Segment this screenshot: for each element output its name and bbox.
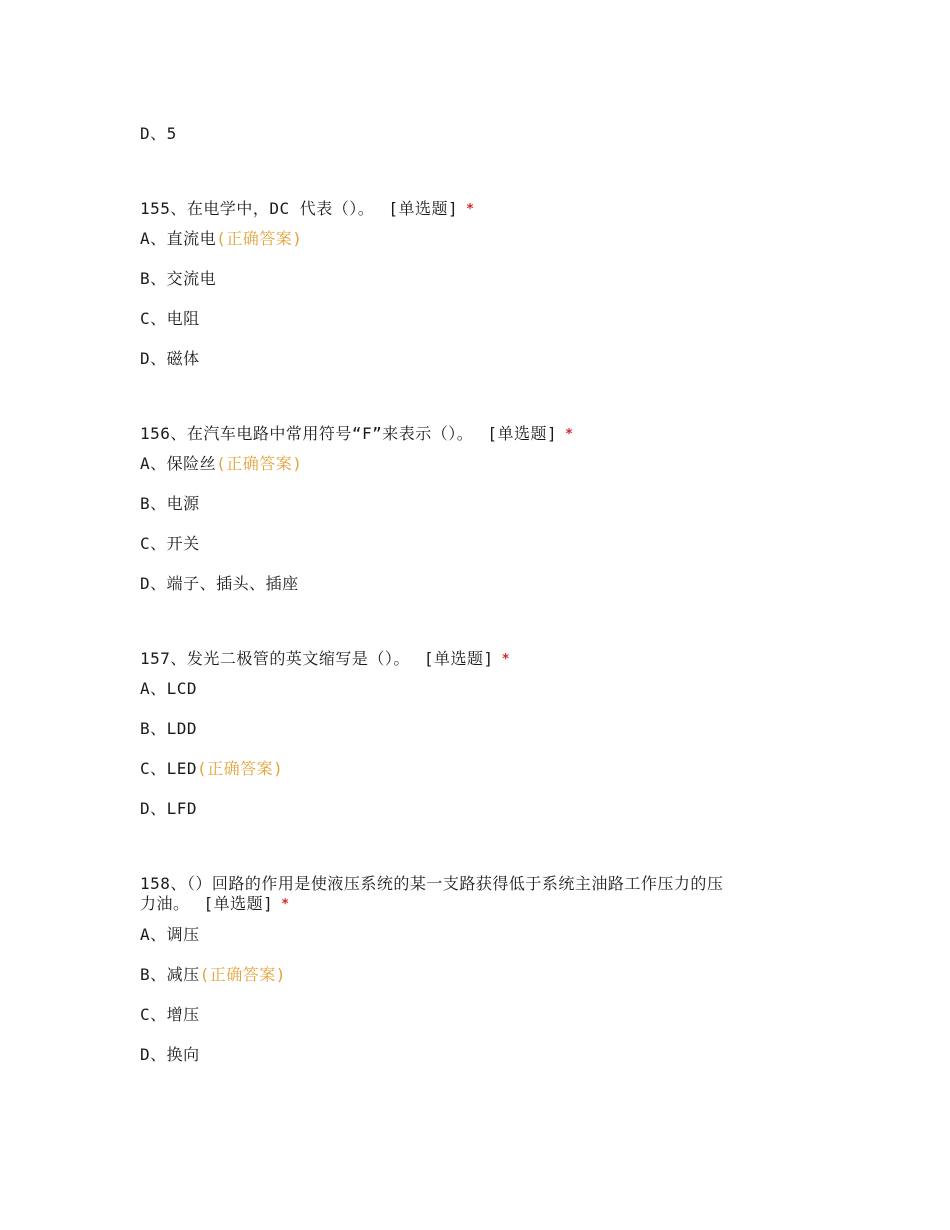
question-text: 156、在汽车电路中常用符号“F”来表示（）。 <box>140 424 474 443</box>
option-d <box>140 1045 200 1065</box>
option-text: A、保险丝 <box>140 454 217 473</box>
option-text: D、LFD <box>140 799 198 818</box>
question-text: 力油。 <box>140 894 190 913</box>
question-text: 158、（）回路的作用是使液压系统的某一支路获得低于系统主油路工作压力的压 <box>140 874 724 893</box>
question-type: [单选题] <box>423 649 494 668</box>
option-a <box>140 229 302 249</box>
option-text: A、LCD <box>140 679 198 698</box>
option-text: D、5 <box>140 124 177 143</box>
option-text: D、端子、插头、插座 <box>140 574 299 593</box>
question-stem <box>140 649 510 671</box>
option-d <box>140 799 197 819</box>
option-c <box>140 534 200 554</box>
option-a <box>140 454 302 474</box>
option-text: B、LDD <box>140 719 198 738</box>
option-c <box>140 309 200 329</box>
option-text: C、增压 <box>140 1005 200 1024</box>
option-text: C、开关 <box>140 534 200 553</box>
option-text: C、LED <box>140 759 198 778</box>
option-c <box>140 759 283 779</box>
option-text: D、换向 <box>140 1045 200 1064</box>
option-text: B、交流电 <box>140 269 217 288</box>
required-mark: * <box>281 897 290 912</box>
option-b <box>140 965 286 985</box>
correct-answer-tag: (正确答案) <box>197 759 284 778</box>
option-b <box>140 494 200 514</box>
question-stem-line-1 <box>140 874 723 894</box>
question-text: 155、在电学中，DC 代表（）。 <box>140 199 375 218</box>
option-d <box>140 349 200 369</box>
question-stem <box>140 424 573 446</box>
correct-answer-tag: (正确答案) <box>216 229 303 248</box>
question-stem-line-2 <box>140 894 290 916</box>
option-d <box>140 574 299 594</box>
question-type: [单选题] <box>487 424 558 443</box>
correct-answer-tag: (正确答案) <box>199 965 286 984</box>
required-mark: * <box>466 202 475 217</box>
question-stem <box>140 199 474 221</box>
option-b <box>140 269 216 289</box>
option-a <box>140 679 197 699</box>
option-d <box>140 124 177 144</box>
question-text: 157、发光二极管的英文缩写是（）。 <box>140 649 410 668</box>
required-mark: * <box>565 427 574 442</box>
option-b <box>140 719 197 739</box>
required-mark: * <box>501 652 511 667</box>
option-c <box>140 1005 200 1025</box>
option-text: A、调压 <box>140 925 200 944</box>
option-text: D、磁体 <box>140 349 200 368</box>
question-type: [单选题] <box>388 199 459 218</box>
option-text: C、电阻 <box>140 309 200 328</box>
correct-answer-tag: (正确答案) <box>216 454 303 473</box>
option-text: B、电源 <box>140 494 200 513</box>
question-type: [单选题] <box>203 894 274 913</box>
option-a <box>140 925 200 945</box>
option-text: B、减压 <box>140 965 200 984</box>
option-text: A、直流电 <box>140 229 217 248</box>
